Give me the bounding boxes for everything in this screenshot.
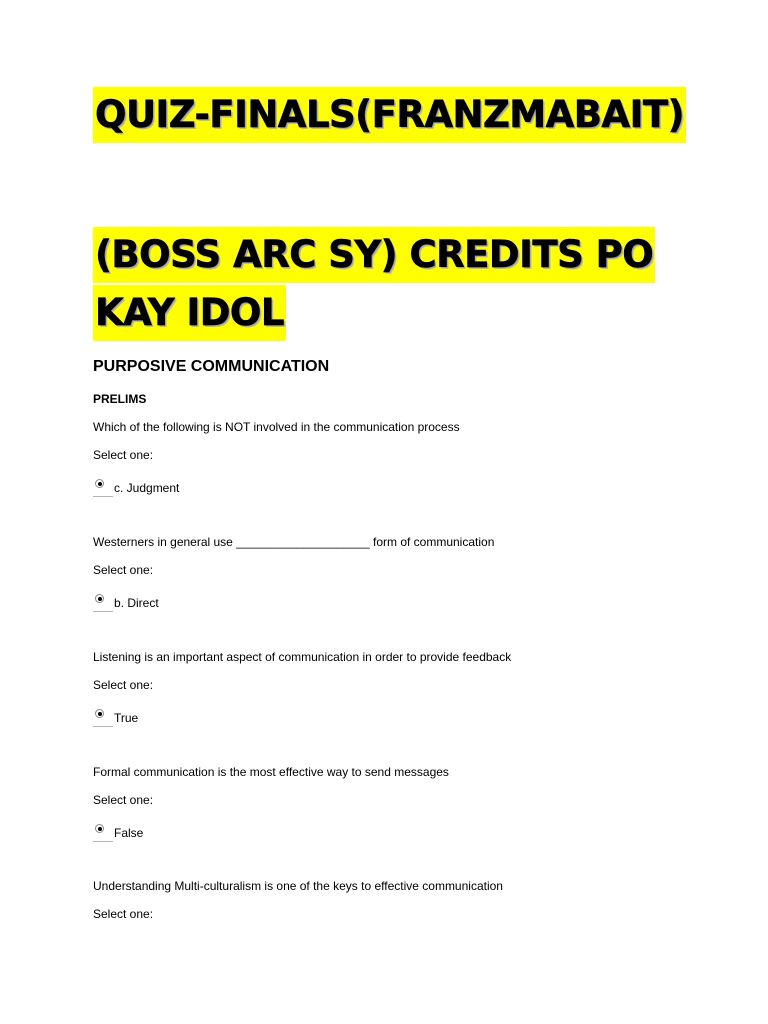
question-text: Listening is an important aspect of communication in order to provide feedback	[93, 650, 512, 664]
question-text: Westerners in general use ____________________ form of communication	[93, 535, 495, 549]
answer-label: c. Judgment	[114, 481, 180, 495]
radio-button[interactable]	[93, 476, 113, 497]
select-one-label: Select one:	[93, 448, 154, 462]
radio-button[interactable]	[93, 706, 113, 727]
question-text: Which of the following is NOT involved in the communication process	[93, 420, 460, 434]
answer-label: True	[114, 711, 139, 725]
answer-label: False	[114, 826, 144, 840]
subject-heading: PURPOSIVE COMMUNICATION	[93, 358, 330, 375]
question-text: Formal communication is the most effective way to send messages	[93, 765, 449, 779]
select-one-label: Select one:	[93, 793, 154, 807]
radio-button[interactable]	[93, 591, 113, 612]
document-title-line-2: (BOSS ARC SY) CREDITS PO	[93, 227, 655, 283]
select-one-label: Select one:	[93, 563, 154, 577]
radio-selected-icon	[95, 594, 104, 603]
document-title-line-1: QUIZ-FINALS(FRANZMABAIT)	[93, 87, 686, 143]
select-one-label: Select one:	[93, 907, 154, 921]
document-title-line-3: KAY IDOL	[93, 285, 286, 341]
radio-selected-icon	[95, 709, 104, 718]
answer-label: b. Direct	[114, 596, 159, 610]
question-text: Understanding Multi-culturalism is one of the keys to effective communication	[93, 879, 503, 893]
radio-button[interactable]	[93, 821, 113, 842]
section-heading: PRELIMS	[93, 392, 147, 406]
radio-selected-icon	[95, 479, 104, 488]
radio-selected-icon	[95, 824, 104, 833]
select-one-label: Select one:	[93, 678, 154, 692]
